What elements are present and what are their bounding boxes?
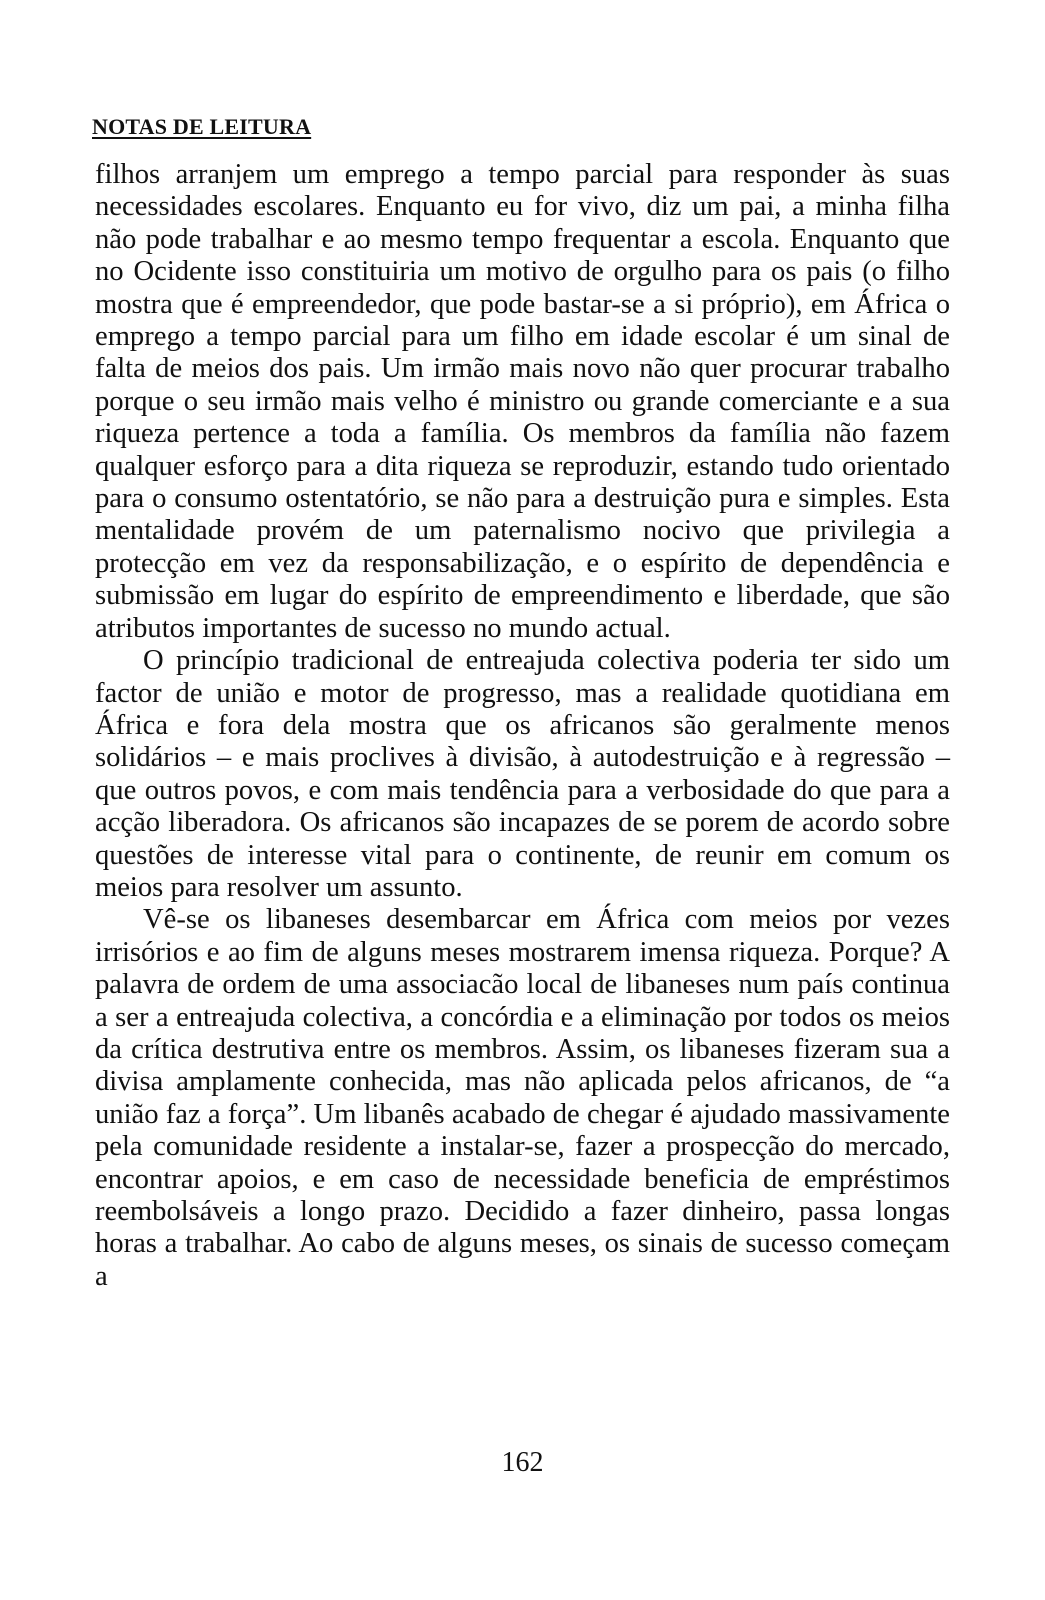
paragraph: filhos arranjem um emprego a tempo parcial para responder às suas necessidades escolares. Enquanto eu for vivo, diz um pai, a minha filha não pode trabalhar e ao mesmo tempo frequentar a escola. Enquanto que no Ocidente isso constituiria um motivo de orgulho para os pais (o filho mostra que é empreendedor, que pode bastar-se a si próprio), em África o emprego a tempo parcial para um filho em idade escolar é um sinal de falta de meios dos pais. Um irmão mais novo não quer procurar trabalho porque o seu irmão mais velho é ministro ou grande comerciante e a sua riqueza pertence a toda a família. Os membros da família não fazem qualquer esforço para a dita riqueza se reproduzir, estando tudo orientado para o consumo ostentatório, se não para a destruição pura e simples. Esta mentalidade provém de um paternalismo nocivo que privilegia a protecção em vez da responsabilização, e o espírito de dependência e submissão em lugar do espírito de empreendimento e liberdade, que são atributos importantes de sucesso no mundo actual. <box>95 159 950 644</box>
body-text <box>95 159 950 1293</box>
page-number: 162 <box>501 1447 544 1478</box>
paragraph: O princípio tradicional de entreajuda colectiva poderia ter sido um factor de união e motor de progresso, mas a realidade quotidiana em África e fora dela mostra que os africanos são geralmente menos solidários – e mais proclives à divisão, à autodestruição e à regressão – que outros povos, e com mais tendência para a verbosidade do que para a acção liberadora. Os africanos são incapazes de se porem de acordo sobre questões de interesse vital para o continente, de reunir em comum os meios para resolver um assunto. <box>95 645 950 903</box>
paragraph: Vê-se os libaneses desembarcar em África com meios por vezes irrisórios e ao fim de alguns meses mostrarem imensa riqueza. Porque? A palavra de ordem de uma associacão local de libaneses num país continua a ser a entreajuda colectiva, a concórdia e a eliminação por todos os meios da crítica destrutiva entre os membros. Assim, os libaneses fizeram sua a divisa amplamente conhecida, mas não aplicada pelos africanos, de “a união faz a força”. Um libanês acabado de chegar é ajudado massivamente pela comunidade residente a instalar-se, fazer a prospecção do mercado, encontrar apoios, e em caso de necessidade beneficia de empréstimos reembolsáveis a longo prazo. Decidido a fazer dinheiro, passa longas horas a trabalhar. Ao cabo de alguns meses, os sinais de sucesso começam a <box>95 904 950 1292</box>
running-head: NOTAS DE LEITURA <box>92 114 312 139</box>
